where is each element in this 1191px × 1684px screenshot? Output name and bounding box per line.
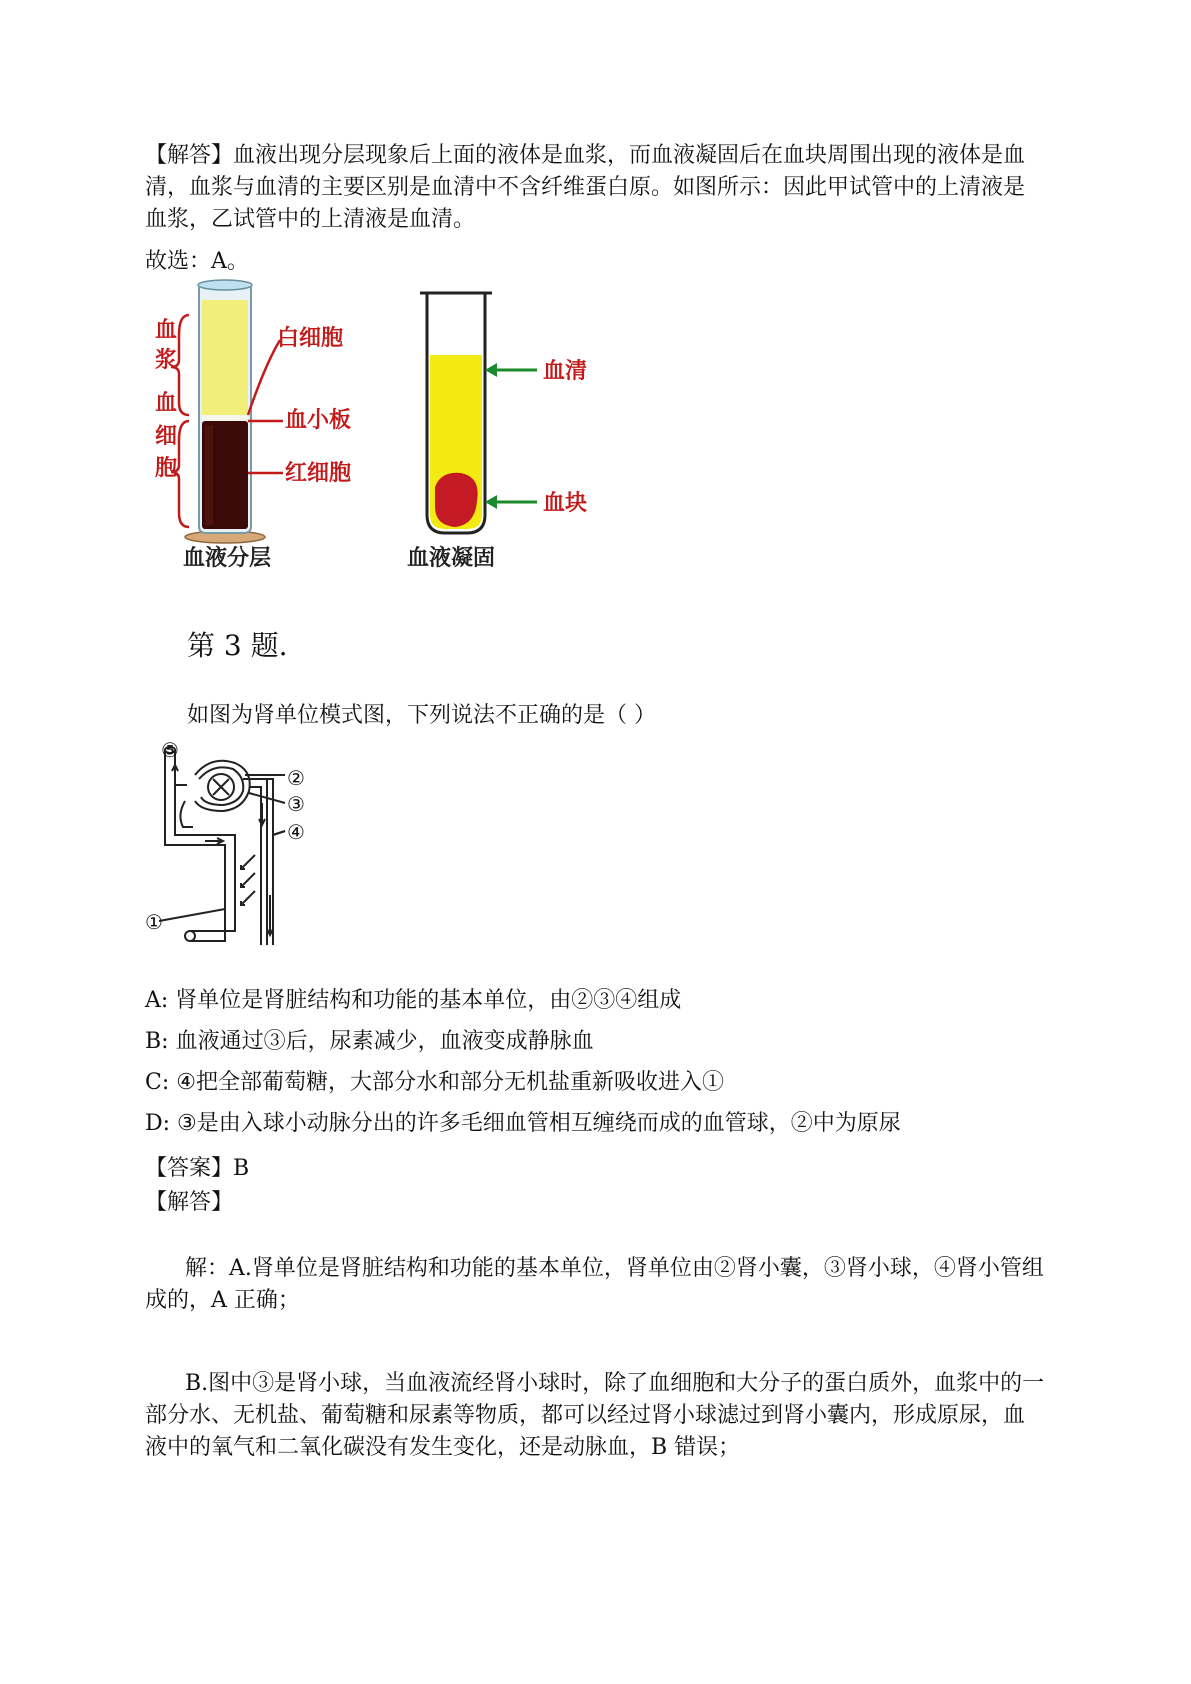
label-platelets: 血小板: [285, 408, 352, 433]
blood-figure: [145, 275, 605, 580]
nephron-figure: [145, 735, 345, 960]
question-title: 第 3 题.: [187, 629, 288, 662]
caption-blood-clotting: 血液凝固: [407, 546, 496, 571]
label-white-cells: 白细胞: [277, 326, 344, 351]
option-a: A: 肾单位是肾脏结构和功能的基本单位，由②③④组成: [145, 988, 682, 1013]
side-label-plasma-2: 浆: [155, 348, 178, 373]
side-label-plasma-1: 血: [155, 318, 178, 343]
label-2: ②: [287, 766, 305, 790]
answer-line: 【答案】B: [145, 1156, 250, 1181]
question-stem: 如图为肾单位模式图，下列说法不正确的是（ ）: [187, 703, 656, 728]
side-label-cells-3: 胞: [155, 456, 178, 481]
side-label-cells-1: 血: [155, 391, 178, 416]
label-3: ③: [287, 792, 305, 816]
label-5: ⑤: [161, 738, 179, 762]
side-label-cells-2: 细: [155, 424, 178, 449]
label-clot: 血块: [543, 491, 588, 516]
explanation-heading: 【解答】: [145, 1190, 234, 1215]
label-4: ④: [287, 820, 305, 844]
option-c: C: ④把全部葡萄糖，大部分水和部分无机盐重新吸收进入①: [145, 1070, 724, 1095]
explanation-a: 解：A.肾单位是肾脏结构和功能的基本单位，肾单位由②肾小囊，③肾小球，④肾小管组成的，A 正确；: [145, 1256, 1044, 1313]
previous-answer-choice: 故选：A。: [145, 249, 249, 274]
option-b: B: 血液通过③后，尿素减少，血液变成静脉血: [145, 1029, 594, 1054]
label-red-cells: 红细胞: [285, 461, 352, 486]
blood-layering-tube: [185, 280, 265, 543]
caption-blood-layering: 血液分层: [183, 546, 272, 571]
label-serum: 血清: [543, 359, 588, 384]
blood-clotting-tube: [420, 293, 492, 533]
option-d: D: ③是由入球小动脉分出的许多毛细血管相互缠绕而成的血管球，②中为原尿: [145, 1111, 901, 1136]
previous-explanation: 【解答】血液出现分层现象后上面的液体是血浆，而血液凝固后在血块周围出现的液体是血清，血浆与血清的主要区别是血清中不含纤维蛋白原。如图所示：因此甲试管中的上清液是血浆，乙试管中的上清液是血清。: [145, 143, 1026, 232]
explanation-b: B.图中③是肾小球，当血液流经肾小球时，除了血细胞和大分子的蛋白质外，血浆中的一部分水、无机盐、葡萄糖和尿素等物质，都可以经过肾小球滤过到肾小囊内，形成原尿，血液中的氧气和二氧化碳没有发生变化，还是动脉血，B 错误；: [145, 1371, 1045, 1460]
label-1: ①: [145, 910, 163, 934]
